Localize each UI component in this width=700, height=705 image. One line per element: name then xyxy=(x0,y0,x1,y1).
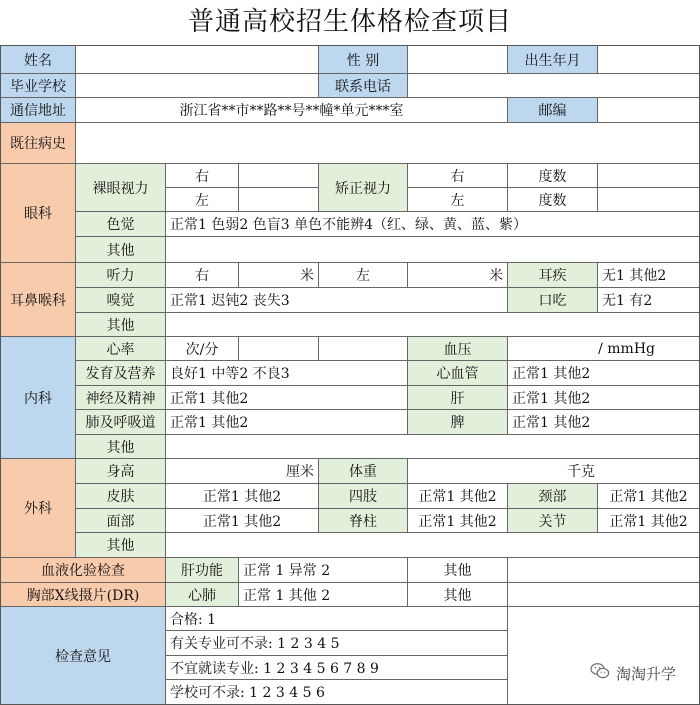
phone-label: 联系电话 xyxy=(319,74,408,98)
neck-label: 颈部 xyxy=(508,484,598,509)
liver-options[interactable]: 正常1 其他2 xyxy=(508,386,699,410)
xray-other-label: 其他 xyxy=(408,583,508,607)
surgery-section-label: 外科 xyxy=(1,459,76,558)
address-label: 通信地址 xyxy=(1,98,76,123)
corrected-left-degree-label: 度数 xyxy=(508,188,598,212)
development-label: 发育及营养 xyxy=(76,361,166,386)
eye-section-label: 眼科 xyxy=(1,164,76,263)
height-label: 身高 xyxy=(76,459,166,484)
face-options[interactable]: 正常1 其他2 xyxy=(166,509,319,533)
form-title: 普通高校招生体格检查项目 xyxy=(187,7,512,37)
smell-label: 嗅觉 xyxy=(76,288,166,313)
wechat-icon xyxy=(590,662,610,684)
postcode-field[interactable] xyxy=(598,98,699,123)
history-label: 既往病史 xyxy=(1,123,76,164)
heart-lung-options[interactable]: 正常 1 其他 2 xyxy=(239,583,408,607)
corrected-vision-label: 矫正视力 xyxy=(319,164,408,212)
birth-label: 出生年月 xyxy=(508,46,598,74)
naked-right-field[interactable] xyxy=(239,164,319,188)
internal-other-field[interactable] xyxy=(166,435,699,459)
internal-section-label: 内科 xyxy=(1,337,76,459)
nerve-label: 神经及精神 xyxy=(76,386,166,410)
name-label: 姓名 xyxy=(1,46,76,74)
heart-rate-unit[interactable]: 次/分 xyxy=(166,337,239,361)
limbs-label: 四肢 xyxy=(319,484,408,509)
hearing-left-label: 左 xyxy=(319,263,408,288)
blood-pressure-label: 血压 xyxy=(408,337,508,361)
history-field[interactable] xyxy=(76,123,699,164)
weight-unit[interactable]: 千克 xyxy=(408,459,699,484)
xray-label: 胸部X线摄片(DR) xyxy=(1,583,166,607)
watermark xyxy=(590,662,676,684)
naked-vision-label: 裸眼视力 xyxy=(76,164,166,212)
spleen-label: 脾 xyxy=(408,410,508,435)
eye-other-label: 其他 xyxy=(76,237,166,263)
stutter-options[interactable]: 无1 有2 xyxy=(598,288,699,313)
heart-rate-blank-2[interactable] xyxy=(319,337,408,361)
school-label: 毕业学校 xyxy=(1,74,76,98)
opinion-signature-area xyxy=(508,607,699,704)
weight-label: 体重 xyxy=(319,459,408,484)
ent-other-label: 其他 xyxy=(76,313,166,337)
hearing-left-unit[interactable]: 米 xyxy=(408,263,508,288)
blood-pressure-unit[interactable]: / mmHg xyxy=(508,337,699,361)
blood-test-label: 血液化验检查 xyxy=(1,558,166,583)
heart-rate-label: 心率 xyxy=(76,337,166,361)
spine-options[interactable]: 正常1 其他2 xyxy=(408,509,508,533)
corrected-right-degree-label: 度数 xyxy=(508,164,598,188)
watermark-text: 淘淘升学 xyxy=(616,664,677,683)
hearing-label: 听力 xyxy=(76,263,166,288)
limbs-options[interactable]: 正常1 其他2 xyxy=(408,484,508,509)
opinion-restricted-majors[interactable]: 有关专业可不录: 1 2 3 4 5 xyxy=(166,631,508,656)
color-sense-options[interactable]: 正常1 色弱2 色盲3 单色不能辨4（红、绿、黄、蓝、紫） xyxy=(166,212,699,237)
spine-label: 脊柱 xyxy=(319,509,408,533)
corrected-left-degree-field[interactable] xyxy=(598,188,699,212)
blood-other-field[interactable] xyxy=(508,558,699,583)
naked-left-field[interactable] xyxy=(239,188,319,212)
eye-other-field[interactable] xyxy=(166,237,699,263)
naked-right-label: 右 xyxy=(166,164,239,188)
surgery-other-field[interactable] xyxy=(166,533,699,558)
surgery-other-label: 其他 xyxy=(76,533,166,558)
height-unit[interactable]: 厘米 xyxy=(166,459,319,484)
gender-label: 性 别 xyxy=(319,46,408,74)
xray-other-field[interactable] xyxy=(508,583,699,607)
opinion-qualified[interactable]: 合格: 1 xyxy=(166,607,508,631)
postcode-label: 邮编 xyxy=(508,98,598,123)
hearing-right-unit[interactable]: 米 xyxy=(239,263,319,288)
name-field[interactable] xyxy=(76,46,319,74)
hearing-right-label: 右 xyxy=(166,263,239,288)
internal-other-label: 其他 xyxy=(76,435,166,459)
ent-other-field[interactable] xyxy=(166,313,699,337)
skin-label: 皮肤 xyxy=(76,484,166,509)
skin-options[interactable]: 正常1 其他2 xyxy=(166,484,319,509)
cardio-label: 心血管 xyxy=(408,361,508,386)
liver-label: 肝 xyxy=(408,386,508,410)
ear-disease-options[interactable]: 无1 其他2 xyxy=(598,263,699,288)
opinion-label: 检查意见 xyxy=(1,607,166,704)
corrected-right-degree-field[interactable] xyxy=(598,164,699,188)
phone-field[interactable] xyxy=(408,74,699,98)
gender-field[interactable] xyxy=(408,46,508,74)
opinion-unsuitable-majors[interactable]: 不宜就读专业: 1 2 3 4 5 6 7 8 9 xyxy=(166,656,508,680)
liver-function-options[interactable]: 正常 1 异常 2 xyxy=(239,558,408,583)
face-label: 面部 xyxy=(76,509,166,533)
birth-field[interactable] xyxy=(598,46,699,74)
heart-rate-blank[interactable] xyxy=(239,337,319,361)
ear-disease-label: 耳疾 xyxy=(508,263,598,288)
school-field[interactable] xyxy=(76,74,319,98)
cardio-options[interactable]: 正常1 其他2 xyxy=(508,361,699,386)
stutter-label: 口吃 xyxy=(508,288,598,313)
opinion-school-restricted[interactable]: 学校可不录: 1 2 3 4 5 6 xyxy=(166,680,508,704)
nerve-options[interactable]: 正常1 其他2 xyxy=(166,386,408,410)
ent-section-label: 耳鼻喉科 xyxy=(1,263,76,337)
lung-label: 肺及呼吸道 xyxy=(76,410,166,435)
corrected-left-label: 左 xyxy=(408,188,508,212)
color-sense-label: 色觉 xyxy=(76,212,166,237)
development-options[interactable]: 良好1 中等2 不良3 xyxy=(166,361,408,386)
joint-label: 关节 xyxy=(508,509,598,533)
exam-table xyxy=(0,45,700,705)
address-field[interactable]: 浙江省**市**路**号**幢*单元***室 xyxy=(76,98,508,123)
joint-options[interactable]: 正常1 其他2 xyxy=(598,509,699,533)
naked-left-label: 左 xyxy=(166,188,239,212)
smell-options[interactable]: 正常1 迟钝2 丧失3 xyxy=(166,288,508,313)
corrected-right-label: 右 xyxy=(408,164,508,188)
heart-lung-label: 心肺 xyxy=(166,583,239,607)
neck-options[interactable]: 正常1 其他2 xyxy=(598,484,699,509)
liver-function-label: 肝功能 xyxy=(166,558,239,583)
lung-options[interactable]: 正常1 其他2 xyxy=(166,410,408,435)
blood-other-label: 其他 xyxy=(408,558,508,583)
spleen-options[interactable]: 正常1 其他2 xyxy=(508,410,699,435)
